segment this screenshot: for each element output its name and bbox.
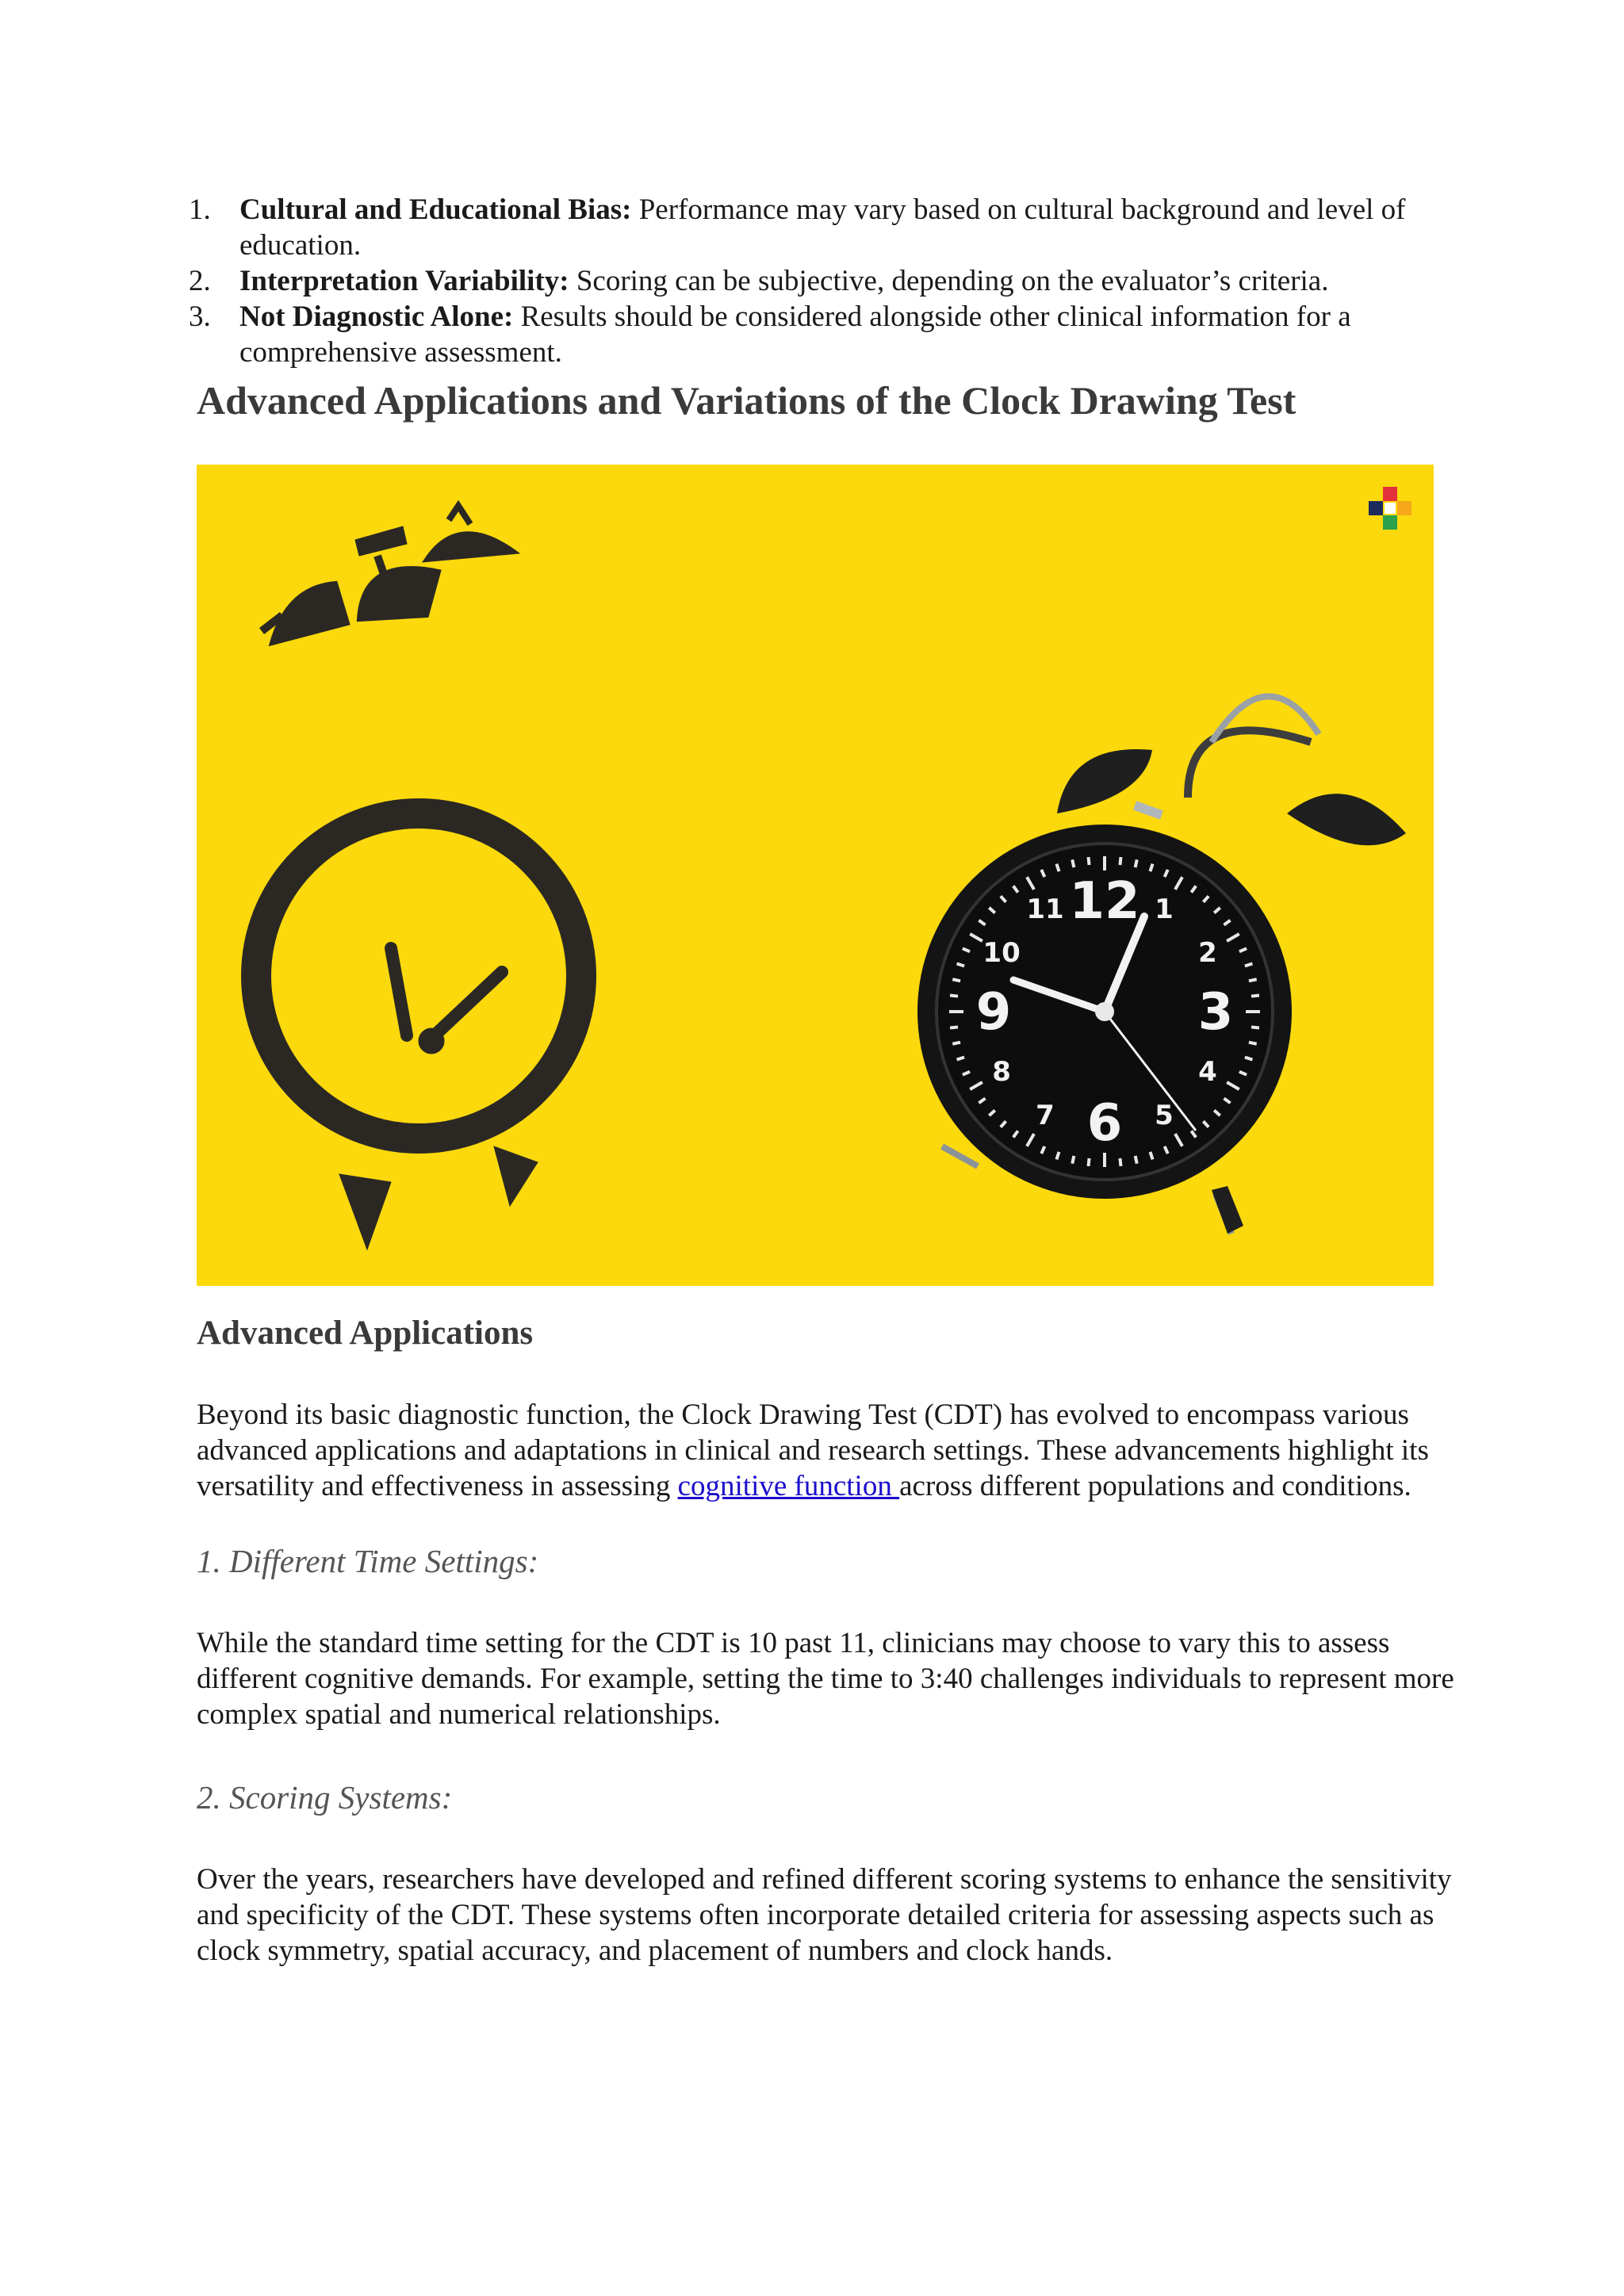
limitations-list <box>182 192 1451 370</box>
list-item <box>182 263 1451 299</box>
dial-numeral: 11 <box>1026 894 1064 926</box>
dial-tick <box>952 979 960 981</box>
dial-numeral: 9 <box>975 983 1012 1042</box>
list-term: Interpretation Variability: <box>239 265 569 297</box>
list-item <box>182 299 1451 370</box>
dial-numeral: 10 <box>982 937 1021 969</box>
dial-tick <box>1089 1158 1090 1166</box>
list-term: Cultural and Educational Bias: <box>239 193 632 226</box>
dial-tick <box>1089 857 1090 865</box>
dial-numeral: 5 <box>1155 1099 1174 1131</box>
dial-tick <box>952 1043 960 1044</box>
dial-numeral: 8 <box>992 1056 1011 1088</box>
dial-tick <box>1249 1043 1257 1044</box>
hero-image <box>197 465 1434 1286</box>
dial-numeral: 7 <box>1036 1099 1055 1131</box>
section-title: Advanced Applications and Variations of the Clock Drawing Test <box>197 378 1297 423</box>
advanced-applications-heading: Advanced Applications <box>197 1314 534 1352</box>
scoring-systems-paragraph: Over the years, researchers have developed and refined different scoring systems to enhance the sensitivity and specificity of the CDT. These systems often incorporate detailed criteria for assessing aspects such as clock symmetry, spatial accuracy, and placement of numbers and clock hands. <box>197 1863 1452 1967</box>
list-text: Results should be considered alongside other clinical information for a comprehensive assessment. <box>239 300 1351 369</box>
list-number: 2. <box>189 265 211 297</box>
dial-numeral: 12 <box>1069 872 1140 931</box>
dial-numeral: 6 <box>1086 1094 1123 1153</box>
alarm-clocks-illustration <box>197 465 1434 1286</box>
intro-text-tail: across different populations and conditions. <box>899 1470 1411 1502</box>
dial-tick <box>1072 1156 1074 1164</box>
scoring-systems-heading: 2. Scoring Systems: <box>197 1779 453 1816</box>
time-settings-paragraph: While the standard time setting for the CDT is 10 past 11, clinicians may choose to vary this to assess different cognitive demands. For example, setting the time to 3:40 challenges individuals to represent more complex spatial and numerical relationships. <box>197 1627 1454 1731</box>
list-number: 3. <box>189 300 211 333</box>
list-text: Performance may vary based on cultural background and level of education. <box>239 193 1406 262</box>
dial-numeral: 3 <box>1197 983 1234 1042</box>
cognitive-function-link[interactable]: cognitive function <box>677 1470 900 1502</box>
dial-tick <box>950 996 958 997</box>
list-term: Not Diagnostic Alone: <box>239 300 514 333</box>
dial-numeral: 2 <box>1198 937 1217 969</box>
dial-tick <box>1249 979 1257 981</box>
intro-text: Beyond its basic diagnostic function, the Clock Drawing Test (CDT) has evolved to encompass various advanced applications and adaptations in clinical and research settings. These advancements highlight its versatility and effectiveness in assessing <box>197 1399 1429 1502</box>
dial-tick <box>1251 996 1259 997</box>
list-number: 1. <box>189 193 211 226</box>
dial-numeral: 1 <box>1155 894 1174 926</box>
time-settings-heading: 1. Different Time Settings: <box>197 1543 539 1579</box>
list-text: Scoring can be subjective, depending on the evaluator’s criteria. <box>569 265 1329 297</box>
dial-tick <box>1136 1156 1137 1164</box>
dial-numeral: 4 <box>1198 1056 1217 1088</box>
advanced-intro-paragraph <box>197 1397 1465 1504</box>
dial-tick <box>1136 859 1137 867</box>
dial-tick <box>1072 859 1074 867</box>
list-item <box>182 192 1451 263</box>
